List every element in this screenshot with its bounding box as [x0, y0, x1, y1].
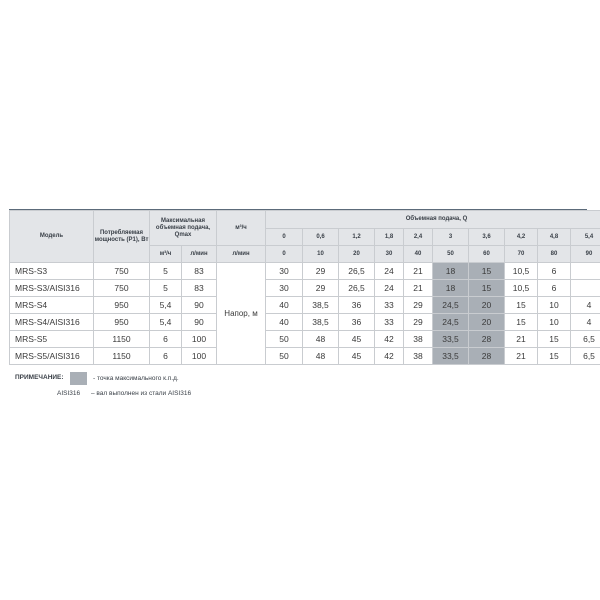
cell-qmax-lmin: 83 — [182, 263, 217, 280]
header-flow-m3: 0,6 — [303, 229, 339, 246]
cell-model: MRS-S5 — [10, 331, 94, 348]
cell-head: 33 — [375, 297, 404, 314]
cell-power: 950 — [94, 297, 150, 314]
cell-head: 10 — [538, 314, 571, 331]
cell-model: MRS-S4 — [10, 297, 94, 314]
cell-head: 38 — [404, 331, 433, 348]
cell-head: 10 — [538, 297, 571, 314]
cell-head: 4 — [571, 297, 600, 314]
cell-head: 38,5 — [303, 314, 339, 331]
header-flow-m3: 2,4 — [404, 229, 433, 246]
cell-model: MRS-S3 — [10, 263, 94, 280]
cell-qmax-m3: 6 — [150, 331, 182, 348]
header-flow-lmin: 10 — [303, 246, 339, 263]
header-power: Потребляемая мощность (P1), Вт — [94, 211, 150, 263]
note-title: ПРИМЕЧАНИЕ: — [15, 374, 64, 381]
header-flow-lmin: 60 — [469, 246, 505, 263]
cell-qmax-lmin: 90 — [182, 314, 217, 331]
cell-head: 4 — [571, 314, 600, 331]
cell-qmax-m3: 5,4 — [150, 314, 182, 331]
cell-head: 50 — [266, 348, 303, 365]
header-flow-m3: 0 — [266, 229, 303, 246]
cell-head: 30 — [266, 263, 303, 280]
header-flow-lmin: 40 — [404, 246, 433, 263]
header-flow-lmin: 50 — [433, 246, 469, 263]
cell-head: 29 — [303, 263, 339, 280]
cell-head: 15 — [505, 314, 538, 331]
cell-head: 36 — [339, 297, 375, 314]
cell-head: 24 — [375, 263, 404, 280]
note-swatch-text: - точка максимального к.п.д. — [93, 375, 179, 382]
header-flow-lmin: 0 — [266, 246, 303, 263]
cell-qmax-lmin: 100 — [182, 348, 217, 365]
cell-head-max-efficiency: 24,5 — [433, 297, 469, 314]
cell-head: 42 — [375, 331, 404, 348]
table-row — [10, 331, 600, 348]
cell-qmax-lmin: 90 — [182, 297, 217, 314]
cell-head: 24 — [375, 280, 404, 297]
table-row — [10, 263, 600, 280]
header-flow-lmin: 30 — [375, 246, 404, 263]
cell-qmax-lmin: 83 — [182, 280, 217, 297]
cell-head: 45 — [339, 348, 375, 365]
header-flow-m3: 4,8 — [538, 229, 571, 246]
cell-head: 6,5 — [571, 348, 600, 365]
header-flow-m3: 5,4 — [571, 229, 600, 246]
cell-head: 10,5 — [505, 280, 538, 297]
cell-head-max-efficiency: 33,5 — [433, 348, 469, 365]
cell-head-max-efficiency: 28 — [469, 348, 505, 365]
cell-head-max-efficiency: 18 — [433, 263, 469, 280]
cell-qmax-m3: 5 — [150, 263, 182, 280]
cell-head — [571, 280, 600, 297]
cell-head: 30 — [266, 280, 303, 297]
cell-head: 21 — [404, 280, 433, 297]
cell-head: 38,5 — [303, 297, 339, 314]
cell-head: 29 — [404, 314, 433, 331]
cell-head: 15 — [505, 297, 538, 314]
cell-head: 40 — [266, 297, 303, 314]
cell-head: 10,5 — [505, 263, 538, 280]
spec-table-container — [9, 210, 595, 365]
header-flow-m3: 3,6 — [469, 229, 505, 246]
header-flow: Объемная подача, Q — [266, 211, 600, 229]
cell-head-max-efficiency: 15 — [469, 263, 505, 280]
cell-head: 48 — [303, 331, 339, 348]
cell-head: 48 — [303, 348, 339, 365]
header-flow-lmin: 80 — [538, 246, 571, 263]
cell-head: 6,5 — [571, 331, 600, 348]
header-flow-m3: 4,2 — [505, 229, 538, 246]
header-qmax: Максимальная объемная подача, Qmax — [150, 211, 217, 246]
header-flow-lmin: 70 — [505, 246, 538, 263]
cell-qmax-m3: 6 — [150, 348, 182, 365]
cell-qmax-lmin: 100 — [182, 331, 217, 348]
table-row — [10, 348, 600, 365]
note-aisi — [9, 389, 429, 401]
cell-head-max-efficiency: 20 — [469, 314, 505, 331]
cell-head: 21 — [505, 331, 538, 348]
max-efficiency-swatch — [70, 372, 87, 385]
header-qmax-m3: м³/ч — [150, 246, 182, 263]
header-qmax-lmin: л/мин — [182, 246, 217, 263]
cell-head: 40 — [266, 314, 303, 331]
cell-power: 1150 — [94, 331, 150, 348]
note-abbr: AISI316 — [57, 390, 81, 397]
cell-power: 750 — [94, 263, 150, 280]
cell-head-max-efficiency: 20 — [469, 297, 505, 314]
header-flow-m3: 1,8 — [375, 229, 404, 246]
cell-model: MRS-S5/AISI316 — [10, 348, 94, 365]
header-flow-lmin: 20 — [339, 246, 375, 263]
table-row — [10, 280, 600, 297]
cell-head: 26,5 — [339, 280, 375, 297]
cell-qmax-m3: 5 — [150, 280, 182, 297]
table-row — [10, 314, 600, 331]
cell-head: 15 — [538, 348, 571, 365]
head-label: Напор, м — [217, 263, 266, 365]
cell-power: 950 — [94, 314, 150, 331]
cell-qmax-m3: 5,4 — [150, 297, 182, 314]
spec-table-body — [10, 263, 600, 365]
cell-model: MRS-S3/AISI316 — [10, 280, 94, 297]
header-flow-m3-unit: м³/ч — [217, 211, 266, 246]
header-model: Модель — [10, 211, 94, 263]
cell-head: 50 — [266, 331, 303, 348]
cell-head: 33 — [375, 314, 404, 331]
cell-head: 36 — [339, 314, 375, 331]
note-abbr-text: – вал выполнен из стали AISI316 — [91, 390, 192, 397]
cell-head: 15 — [538, 331, 571, 348]
cell-head: 6 — [538, 280, 571, 297]
note-max-efficiency — [9, 372, 429, 386]
cell-head: 26,5 — [339, 263, 375, 280]
cell-power: 1150 — [94, 348, 150, 365]
cell-head — [571, 263, 600, 280]
cell-head: 38 — [404, 348, 433, 365]
cell-head: 21 — [404, 263, 433, 280]
cell-head: 29 — [404, 297, 433, 314]
cell-head-max-efficiency: 28 — [469, 331, 505, 348]
header-flow-m3: 3 — [433, 229, 469, 246]
cell-head-max-efficiency: 24,5 — [433, 314, 469, 331]
spec-table — [9, 210, 600, 365]
cell-head: 45 — [339, 331, 375, 348]
cell-head: 29 — [303, 280, 339, 297]
cell-model: MRS-S4/AISI316 — [10, 314, 94, 331]
cell-head: 42 — [375, 348, 404, 365]
header-flow-lmin-unit: л/мин — [217, 246, 266, 263]
cell-head: 6 — [538, 263, 571, 280]
header-flow-m3: 1,2 — [339, 229, 375, 246]
header-flow-lmin: 90 — [571, 246, 600, 263]
cell-power: 750 — [94, 280, 150, 297]
cell-head: 21 — [505, 348, 538, 365]
cell-head-max-efficiency: 15 — [469, 280, 505, 297]
cell-head-max-efficiency: 18 — [433, 280, 469, 297]
cell-head-max-efficiency: 33,5 — [433, 331, 469, 348]
notes — [9, 372, 429, 401]
table-row — [10, 297, 600, 314]
